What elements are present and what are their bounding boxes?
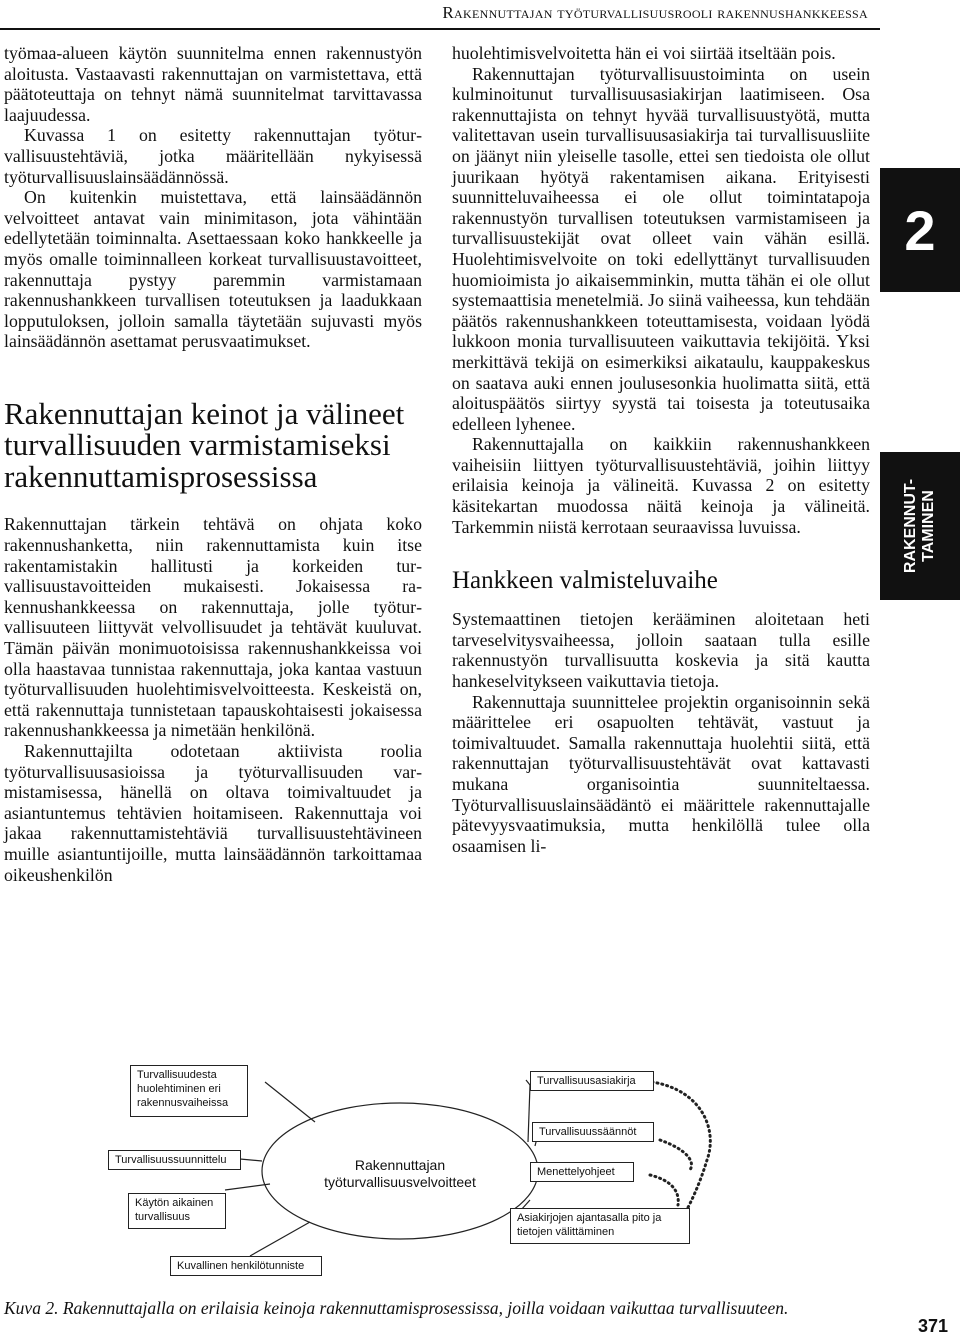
paragraph: Rakennuttajalla on kaikkiin rakennushankkeen vaiheisiin liittyen työturvallisuustehtäviä, joihin liittyy erilaisia keinoja ja välineitä. Kuvassa 2 on esitetty käsitekartan muodossa näitä keinoja ja välineitä. Tarkemmin niistä kerrotaan seuraavissa luvuissa. [452,434,870,537]
concept-box-safety-phases: Turvallisuudesta huolehtiminen eri rakennusvaiheissa [130,1065,248,1117]
paragraph: Rakennuttajan tärkein tehtävä on ohjata koko rakennushanketta, niin rakennuttamista kuin itse rakentamistakin hallitusti ja korkeiden turvallisuustavoitteiden mukaisesti. Jokaisessa rakennushankkeessa on rakennuttaja, jolle työturvallisuuteen liittyvät velvollisuudet ja tehtävät kuuluvat. Tämän päivän monimuotoisissa rakennushankkeissa voi olla haastavaa tunnistaa rakennuttaja, joka kantaa vastuun työturvallisuuden huolehtimisvelvoitteesta. Keskeistä on, että rakennuttaja tunnistetaan tapauskohtaisesti jokaisessa rakennushankkeessa ja nimetään henkilönä. [4,514,422,741]
header-rule [0,28,880,30]
page-number: 371 [917,1316,948,1336]
side-tab-label: RAKENNUT- TAMINEN [902,478,937,574]
concept-box-safety-document: Turvallisuusasiakirja [530,1071,654,1091]
concept-box-safety-rules: Turvallisuussäännöt [532,1122,654,1142]
paragraph: työmaa-alueen käytön suunnitelma ennen rakennustyön aloitusta. Vastaavasti rakennuttajan on varmistettava, että päätoteuttaja on tehnyt nämä suunnitelmat tarvittavassa laajuudessa. [4,43,422,125]
paragraph: Systemaattinen tietojen kerääminen aloitetaan heti tarveselvitysvaiheessa, jolloin saataan tulla esille rakennustyön turvallisuutta koskevia ja sitä kautta hankeselvitykseen vaikuttavia tietoja. [452,609,870,692]
concept-box-use-time-safety: Käytön aikainen turvallisuus [128,1193,226,1229]
left-column [4,43,422,885]
paragraph: Kuvassa 1 on esitetty rakennuttajan työturvallisuustehtäviä, jotka määritellään nykyisessä työturvallisuuslainsäädännössä. [4,125,422,187]
section-heading: Rakennuttajan keinot ja välineet turvallisuuden varmistamiseksi rakennuttamisprosessissa [4,395,405,494]
paragraph: Rakennuttajan työturvallisuustoiminta on usein kulminoitunut turvallisuusasiakirjan laatimiseen. Osa rakennuttajista on tehnyt hyvää turvallisuustyötä, mutta valitettavan usein turvallisuusasiakirja tai turvallisuusliite on jäänyt niin yleiselle tasolle, ettei sen tiedoista ole ollut juurikaan hyötyä rakentamisen aikana. Erityisesti suunnitteluvaiheessa ei ole ollut toimintatapoja rakennustyön turvallisen toteutuksen varmistamiseen ja turvallisuustekijät ovat olleet vain vähän esillä. Huolehtimisvelvoite on toki edellyttänyt turvallisuuden huomioimista jo aikaisemminkin, mutta tähän ei ole ollut systemaattisia menetelmiä. Jo siinä vaiheessa, kun tehdään päätös rakennushankkeen toteuttamisesta, voidaan lyödä lukkoon monia turvallisuuteen vaikuttavia tekijöitä. Yksi merkittävä tekijä on esimerkiksi aikataulu, kauppakeskus on saatava auki ennen joulusesonkia huolimatta siitä, että aloituspäätös siirtyy syystä tai toisesta ja toteutusaika edelleen lyhenee. [452,63,870,434]
paragraph: huolehtimisvelvoitetta hän ei voi siirtää itseltään pois. [452,43,836,63]
running-header: Rakennuttajan työturvallisuusrooli rakennushankkeessa [442,3,868,22]
concept-box-procedures: Menettelyohjeet [530,1162,634,1182]
center-concept-label: Rakennuttajan työturvallisuusvelvoitteet [324,1157,476,1190]
right-column [452,43,870,856]
concept-box-photo-id: Kuvallinen henkilötunniste [170,1256,322,1276]
subsection-heading: Hankkeen valmisteluvaihe [452,567,718,595]
concept-box-safety-planning: Turvallisuussuunnittelu [108,1150,241,1170]
concept-map-figure [90,1050,790,1290]
side-section-tab [880,452,960,600]
paragraph: On kuitenkin muistettava, että lainsäädännön velvoitteet antavat vain minimitason, jota vähintään edellytetään toiminnalta. Asettaessaan koko hankkeelle ja myös omalle toiminnalleen korkeat turvallisuustavoitteet, rakennuttaja pystyy paremmin varmistamaan rakennushankkeen turvallisen toteutuksen ja laadukkaan lopputuloksen, jolloin samalla täytetään sujuvasti myös lainsäädännön asettamat perusvaatimukset. [4,187,422,352]
paragraph: Rakennuttajilta odotetaan aktiivista roolia työturvallisuusasioissa ja työturvallisuuden varmistamisessa, hänellä on oltava toimivaltuudet ja asiantuntemus tehtävien hoitamiseen. Rakennuttaja voi jakaa rakennuttamistehtäviä turvallisuustehtävineen muille asiantuntijoille, mutta lainsäädännön tarkoittamaa oikeushenkilön [4,740,422,885]
figure-caption: Kuva 2. Rakennuttajalla on erilaisia keinoja rakennuttamisprosessissa, joilla voidaan vaikuttaa turvallisuuteen. [4,1298,789,1318]
concept-box-document-upkeep: Asiakirjojen ajantasalla pito ja tietojen välittäminen [510,1208,690,1244]
chapter-number-badge: 2 [880,168,960,292]
paragraph: Rakennuttaja suunnittelee projektin organisoinnin sekä määrittelee eri osapuolten tehtävät, vastuut ja toimivaltuudet. Samalla rakennuttaja huolehtii siitä, että rakennuttajan työturvallisuustehtävät ovat kattavasti mukana organisointia suunniteltaessa. Työturvallisuuslainsäädäntö ei määrittele rakennuttajalle pätevyysvaatimuksia, mutta henkilöllä tulee olla osaamisen li- [452,691,870,856]
